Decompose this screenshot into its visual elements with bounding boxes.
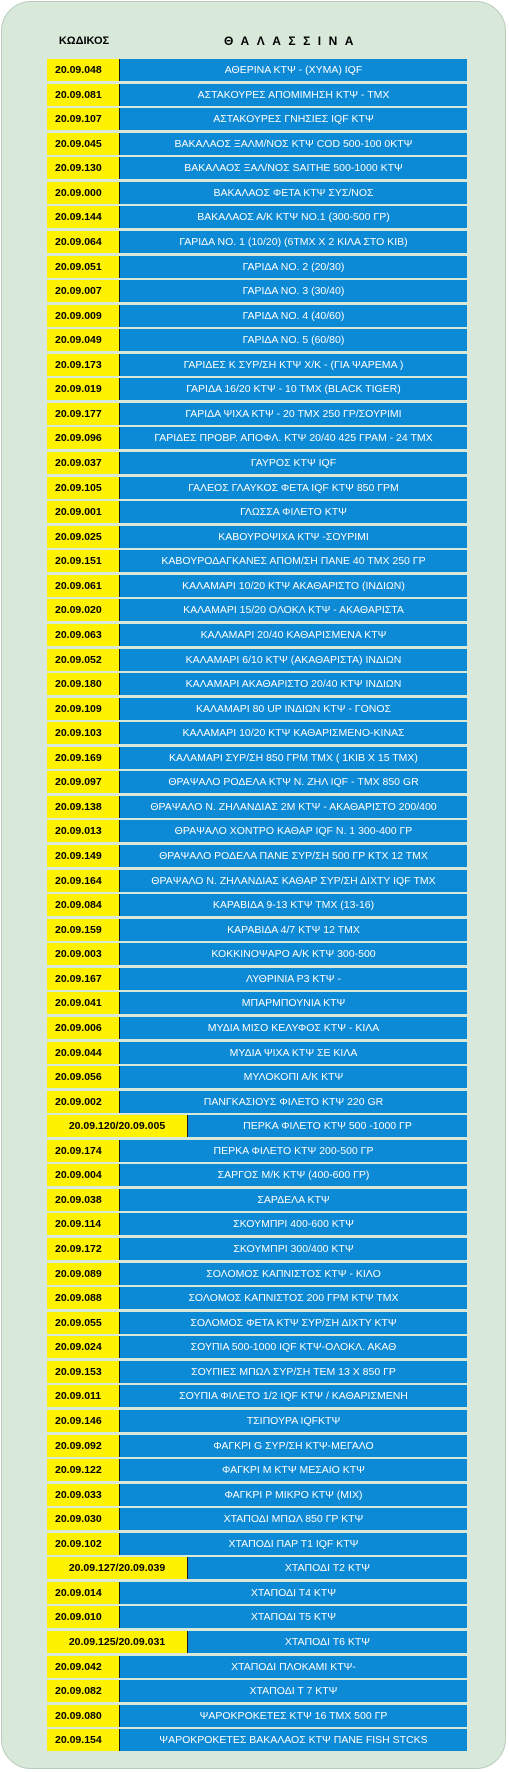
product-code: 20.09.061 (47, 575, 119, 597)
product-description: ΒΑΚΑΛΑΟΣ ΦΕΤΑ ΚΤΨ ΣΥΣ/ΝΟΣ (119, 182, 467, 204)
product-code: 20.09.127/20.09.039 (47, 1557, 187, 1579)
table-row (47, 648, 467, 673)
table-row (47, 1581, 467, 1606)
product-description: ΚΑΛΑΜΑΡΙ 20/40 ΚΑΘΑΡΙΣΜΕΝΑ ΚΤΨ (119, 624, 467, 646)
product-description: ΚΟΚΚΙΝΟΨΑΡΟ Α/Κ ΚΤΨ 300-500 (119, 943, 467, 965)
table-row (47, 844, 467, 869)
table-row (47, 1630, 467, 1655)
product-code: 20.09.007 (47, 280, 119, 302)
product-description: ΚΑΛΑΜΑΡΙ 10/20 ΚΤΨ ΑΚΑΘΑΡΙΣΤΟ (ΙΝΔΙΩΝ) (119, 575, 467, 597)
product-description: ΓΑΡΙΔΑ ΝΟ. 1 (10/20) (6ΤΜΧ Χ 2 ΚΙΛΑ ΣΤΟ ΚΙΒ) (119, 231, 467, 253)
product-code: 20.09.056 (47, 1066, 119, 1088)
product-description: ΓΑΡΙΔΑ ΨΙΧΑ ΚΤΨ - 20 ΤΜΧ 250 ΓΡ/ΣΟΥΡΙΜΙ (119, 403, 467, 425)
table-row (47, 623, 467, 648)
product-description: ΣΟΥΠΙΑ 500-1000 IQF ΚΤΨ-ΟΛΟΚΛ. ΑΚΑΘ (119, 1336, 467, 1358)
product-description: ΒΑΚΑΛΑΟΣ Α/Κ ΚΤΨ ΝΟ.1 (300-500 ΓΡ) (119, 206, 467, 228)
product-code: 20.09.138 (47, 796, 119, 818)
product-description: ΓΑΡΙΔΑ ΝΟ. 3 (30/40) (119, 280, 467, 302)
product-description: ΛΥΘΡΙΝΙΑ Ρ3 ΚΤΨ - (119, 968, 467, 990)
product-description: ΧΤΑΠΟΔΙ Τ2 ΚΤΨ (187, 1557, 467, 1579)
table-row (47, 1483, 467, 1508)
product-code: 20.09.003 (47, 943, 119, 965)
product-code: 20.09.109 (47, 698, 119, 720)
table-row (47, 1286, 467, 1311)
product-description: ΣΚΟΥΜΠΡΙ 400-600 ΚΤΨ (119, 1213, 467, 1235)
table-row (47, 1139, 467, 1164)
code-column-header: ΚΩΔΙΚΟΣ (58, 35, 110, 47)
product-code: 20.09.006 (47, 1017, 119, 1039)
product-description: ΒΑΚΑΛΑΟΣ ΞΑΛ/ΝΟΣ SAITHE 500-1000 ΚΤΨ (119, 157, 467, 179)
product-description: ΚΑΒΟΥΡΟΔΑΓΚΑΝΕΣ ΑΠΟΜ/ΣΗ ΠΑΝΕ 40 ΤΜΧ 250 ΓΡ (119, 550, 467, 572)
product-code: 20.09.045 (47, 133, 119, 155)
product-code: 20.09.154 (47, 1729, 119, 1751)
table-row (47, 1655, 467, 1680)
product-description: ΓΑΡΙΔΑ 16/20 ΚΤΨ - 10 ΤΜΧ (BLACK TIGER) (119, 378, 467, 400)
product-code: 20.09.180 (47, 673, 119, 695)
product-code: 20.09.002 (47, 1091, 119, 1113)
table-row (47, 1016, 467, 1041)
table-row (47, 574, 467, 599)
product-description: ΒΑΚΑΛΑΟΣ ΞΑΛΜ/ΝΟΣ ΚΤΨ COD 500-100 0ΚΤΨ (119, 133, 467, 155)
product-description: ΓΛΩΣΣΑ ΦΙΛΕΤΟ ΚΤΨ (119, 501, 467, 523)
product-code: 20.09.174 (47, 1140, 119, 1162)
product-description: ΚΑΡΑΒΙΔΑ 9-13 ΚΤΨ ΤΜΧ (13-16) (119, 894, 467, 916)
table-row (47, 230, 467, 255)
table-row (47, 991, 467, 1016)
product-description: ΣΟΛΟΜΟΣ ΦΕΤΑ ΚΤΨ ΣΥΡ/ΣΗ ΔΙΧΤΥ ΚΤΨ (119, 1312, 467, 1334)
product-code: 20.09.173 (47, 354, 119, 376)
product-description: ΓΑΥΡΟΣ ΚΤΨ IQF (119, 452, 467, 474)
product-code: 20.09.151 (47, 550, 119, 572)
product-code: 20.09.020 (47, 599, 119, 621)
product-description: ΧΤΑΠΟΔΙ ΠΑΡ Τ1 IQF ΚΤΨ (119, 1533, 467, 1555)
product-description: ΤΣΙΠΟΥΡΑ IQFΚΤΨ (119, 1410, 467, 1432)
table-row (47, 205, 467, 230)
product-description: ΓΑΡΙΔΑ ΝΟ. 2 (20/30) (119, 256, 467, 278)
table-row (47, 1458, 467, 1483)
product-code: 20.09.033 (47, 1484, 119, 1506)
table-row (47, 1041, 467, 1066)
product-code: 20.09.063 (47, 624, 119, 646)
product-code: 20.09.004 (47, 1164, 119, 1186)
product-description: ΜΥΔΙΑ ΜΙΣΟ ΚΕΛΥΦΟΣ ΚΤΨ - ΚΙΛΑ (119, 1017, 467, 1039)
product-description: ΠΕΡΚΑ ΦΙΛΕΤΟ ΚΤΨ 500 -1000 ΓΡ (187, 1115, 467, 1137)
price-list-card (1, 1, 506, 1769)
product-table (47, 58, 467, 1753)
product-code: 20.09.102 (47, 1533, 119, 1555)
product-code: 20.09.092 (47, 1435, 119, 1457)
product-description: ΣΚΟΥΜΠΡΙ 300/400 ΚΤΨ (119, 1238, 467, 1260)
product-code: 20.09.001 (47, 501, 119, 523)
product-description: ΧΤΑΠΟΔΙ ΜΠΩΛ 850 ΓΡ ΚΤΨ (119, 1508, 467, 1530)
table-row (47, 1409, 467, 1434)
table-row (47, 377, 467, 402)
table-row (47, 525, 467, 550)
table-row (47, 328, 467, 353)
product-code: 20.09.030 (47, 1508, 119, 1530)
table-row (47, 1704, 467, 1729)
table-row (47, 1384, 467, 1409)
product-description: ΚΑΒΟΥΡΟΨΙΧΑ ΚΤΨ -ΣΟΥΡΙΜΙ (119, 526, 467, 548)
product-description: ΣΟΛΟΜΟΣ ΚΑΠΝΙΣΤΟΣ 200 ΓΡΜ ΚΤΨ ΤΜΧ (119, 1287, 467, 1309)
product-code: 20.09.164 (47, 870, 119, 892)
product-code: 20.09.122 (47, 1459, 119, 1481)
product-description: ΣΟΥΠΙΑ ΦΙΛΕΤΟ 1/2 IQF ΚΤΨ / ΚΑΘΑΡΙΣΜΕΝΗ (119, 1385, 467, 1407)
product-code: 20.09.120/20.09.005 (47, 1115, 187, 1137)
product-description: ΓΑΛΕΟΣ ΓΛΑΥΚΟΣ ΦΕΤΑ IQF ΚΤΨ 850 ΓΡΜ (119, 477, 467, 499)
product-description: ΚΑΛΑΜΑΡΙ 15/20 ΟΛΟΚΛ ΚΤΨ - ΑΚΑΘΑΡΙΣΤΑ (119, 599, 467, 621)
table-row (47, 918, 467, 943)
product-description: ΦΑΓΚΡΙ Μ ΚΤΨ ΜΕΣΑΙΟ ΚΤΨ (119, 1459, 467, 1481)
table-row (47, 1605, 467, 1630)
product-code: 20.09.088 (47, 1287, 119, 1309)
product-code: 20.09.172 (47, 1238, 119, 1260)
product-code: 20.09.000 (47, 182, 119, 204)
table-row (47, 1556, 467, 1581)
product-code: 20.09.037 (47, 452, 119, 474)
table-row (47, 1532, 467, 1557)
product-code: 20.09.051 (47, 256, 119, 278)
product-code: 20.09.096 (47, 427, 119, 449)
product-description: ΚΑΛΑΜΑΡΙ ΑΚΑΘΑΡΙΣΤΟ 20/40 ΚΤΨ ΙΝΔΙΩΝ (119, 673, 467, 695)
table-row (47, 83, 467, 108)
product-description: ΓΑΡΙΔΕΣ Κ ΣΥΡ/ΣΗ ΚΤΨ Χ/Κ - (ΓΙΑ ΨΑΡΕΜΑ ) (119, 354, 467, 376)
product-code: 20.09.125/20.09.031 (47, 1631, 187, 1653)
product-code: 20.09.082 (47, 1680, 119, 1702)
table-row (47, 1065, 467, 1090)
table-row (47, 500, 467, 525)
product-code: 20.09.159 (47, 919, 119, 941)
table-row (47, 1507, 467, 1532)
product-description: ΧΤΑΠΟΔΙ Τ 7 ΚΤΨ (119, 1680, 467, 1702)
product-code: 20.09.153 (47, 1361, 119, 1383)
product-description: ΦΑΓΚΡΙ G ΣΥΡ/ΣΗ ΚΤΨ-ΜΕΓΑΛΟ (119, 1435, 467, 1457)
table-row (47, 402, 467, 427)
table-row (47, 451, 467, 476)
product-code: 20.09.105 (47, 477, 119, 499)
product-description: ΘΡΑΨΑΛΟ ΡΟΔΕΛΑ ΠΑΝΕ ΣΥΡ/ΣΗ 500 ΓΡ ΚΤΧ 12 ΤΜΧ (119, 845, 467, 867)
table-row (47, 1311, 467, 1336)
table-row (47, 893, 467, 918)
product-code: 20.09.169 (47, 747, 119, 769)
table-row (47, 255, 467, 280)
category-title: ΘΑΛΑΣΣΙΝΑ (224, 34, 361, 48)
table-row (47, 770, 467, 795)
table-row (47, 1335, 467, 1360)
product-code: 20.09.019 (47, 378, 119, 400)
product-description: ΜΠΑΡΜΠΟΥΝΙΑ ΚΤΨ (119, 992, 467, 1014)
product-code: 20.09.114 (47, 1213, 119, 1235)
product-description: ΦΑΓΚΡΙ Ρ ΜΙΚΡΟ ΚΤΨ (ΜΙΧ) (119, 1484, 467, 1506)
table-header (2, 35, 506, 49)
product-description: ΑΣΤΑΚΟΥΡΕΣ ΓΝΗΣΙΕΣ IQF ΚΤΨ (119, 108, 467, 130)
product-code: 20.09.048 (47, 59, 119, 81)
table-row (47, 942, 467, 967)
product-description: ΣΟΥΠΙΕΣ ΜΠΩΛ ΣΥΡ/ΣΗ ΤΕΜ 13 Χ 850 ΓΡ (119, 1361, 467, 1383)
product-code: 20.09.011 (47, 1385, 119, 1407)
product-code: 20.09.038 (47, 1189, 119, 1211)
product-code: 20.09.167 (47, 968, 119, 990)
table-row (47, 1728, 467, 1753)
table-row (47, 58, 467, 83)
product-description: ΘΡΑΨΑΛΟ Ν. ΖΗΛΑΝΔΙΑΣ ΚΑΘΑΡ ΣΥΡ/ΣΗ ΔΙΧΤΥ IQF ΤΜΧ (119, 870, 467, 892)
product-description: ΜΥΔΙΑ ΨΙΧΑ ΚΤΨ ΣΕ ΚΙΛΑ (119, 1042, 467, 1064)
table-row (47, 1163, 467, 1188)
product-description: ΚΑΛΑΜΑΡΙ ΣΥΡ/ΣΗ 850 ΓΡΜ ΤΜΧ ( 1ΚΙΒ Χ 15 ΤΜΧ) (119, 747, 467, 769)
product-description: ΘΡΑΨΑΛΟ Ν. ΖΗΛΑΝΔΙΑΣ 2Μ ΚΤΨ - ΑΚΑΘΑΡΙΣΤΟ 200/400 (119, 796, 467, 818)
product-description: ΑΘΕΡΙΝΑ ΚΤΨ - (ΧΥΜΑ) IQF (119, 59, 467, 81)
product-code: 20.09.144 (47, 206, 119, 228)
product-description: ΘΡΑΨΑΛΟ ΡΟΔΕΛΑ ΚΤΨ Ν. ΖΗΛ IQF - ΤΜΧ 850 GR (119, 771, 467, 793)
product-description: ΣΑΡΓΟΣ Μ/Κ ΚΤΨ (400-600 ΓΡ) (119, 1164, 467, 1186)
table-row (47, 1114, 467, 1139)
product-description: ΧΤΑΠΟΔΙ Τ6 ΚΤΨ (187, 1631, 467, 1653)
product-description: ΚΑΛΑΜΑΡΙ 10/20 ΚΤΨ ΚΑΘΑΡΙΣΜΕΝΟ-ΚΙΝΑΣ (119, 722, 467, 744)
table-row (47, 721, 467, 746)
product-code: 20.09.013 (47, 820, 119, 842)
product-description: ΨΑΡΟΚΡΟΚΕΤΕΣ ΒΑΚΑΛΑΟΣ ΚΤΨ ΠΑΝΕ FISH STCKS (119, 1729, 467, 1751)
table-row (47, 1237, 467, 1262)
product-description: ΣΑΡΔΕΛΑ ΚΤΨ (119, 1189, 467, 1211)
table-row (47, 304, 467, 329)
product-description: ΓΑΡΙΔΕΣ ΠΡΟΒΡ. ΑΠΟΦΛ. ΚΤΨ 20/40 425 ΓΡΑΜ - 24 ΤΜΧ (119, 427, 467, 449)
table-row (47, 181, 467, 206)
product-description: ΘΡΑΨΑΛΟ ΧΟΝΤΡΟ ΚΑΘΑΡ IQF Ν. 1 300-400 ΓΡ (119, 820, 467, 842)
product-code: 20.09.130 (47, 157, 119, 179)
table-row (47, 746, 467, 771)
product-code: 20.09.146 (47, 1410, 119, 1432)
table-row (47, 426, 467, 451)
table-row (47, 1262, 467, 1287)
product-code: 20.09.097 (47, 771, 119, 793)
table-row (47, 1434, 467, 1459)
table-row (47, 598, 467, 623)
product-code: 20.09.025 (47, 526, 119, 548)
table-row (47, 132, 467, 157)
product-code: 20.09.049 (47, 329, 119, 351)
product-description: ΚΑΛΑΜΑΡΙ 6/10 ΚΤΨ (ΑΚΑΘΑΡΙΣΤΑ) ΙΝΔΙΩΝ (119, 649, 467, 671)
product-description: ΣΟΛΟΜΟΣ ΚΑΠΝΙΣΤΟΣ ΚΤΨ - ΚΙΛΟ (119, 1263, 467, 1285)
product-description: ΜΥΛΟΚΟΠΙ Α/Κ ΚΤΨ (119, 1066, 467, 1088)
product-code: 20.09.055 (47, 1312, 119, 1334)
product-code: 20.09.103 (47, 722, 119, 744)
table-row (47, 1212, 467, 1237)
product-code: 20.09.010 (47, 1606, 119, 1628)
table-row (47, 672, 467, 697)
product-code: 20.09.107 (47, 108, 119, 130)
product-code: 20.09.009 (47, 305, 119, 327)
table-row (47, 967, 467, 992)
product-code: 20.09.081 (47, 84, 119, 106)
table-row (47, 795, 467, 820)
table-row (47, 819, 467, 844)
table-row (47, 156, 467, 181)
product-code: 20.09.089 (47, 1263, 119, 1285)
table-row (47, 549, 467, 574)
product-code: 20.09.024 (47, 1336, 119, 1358)
product-code: 20.09.044 (47, 1042, 119, 1064)
product-description: ΠΕΡΚΑ ΦΙΛΕΤΟ ΚΤΨ 200-500 ΓΡ (119, 1140, 467, 1162)
table-row (47, 1679, 467, 1704)
table-row (47, 869, 467, 894)
product-code: 20.09.052 (47, 649, 119, 671)
product-description: ΑΣΤΑΚΟΥΡΕΣ ΑΠΟΜΙΜΗΣΗ ΚΤΨ - ΤΜΧ (119, 84, 467, 106)
table-row (47, 476, 467, 501)
product-description: ΧΤΑΠΟΔΙ Τ5 ΚΤΨ (119, 1606, 467, 1628)
product-description: ΨΑΡΟΚΡΟΚΕΤΕΣ ΚΤΨ 16 ΤΜΧ 500 ΓΡ (119, 1705, 467, 1727)
table-row (47, 1090, 467, 1115)
product-description: ΚΑΡΑΒΙΔΑ 4/7 ΚΤΨ 12 ΤΜΧ (119, 919, 467, 941)
product-code: 20.09.042 (47, 1656, 119, 1678)
product-code: 20.09.177 (47, 403, 119, 425)
product-code: 20.09.080 (47, 1705, 119, 1727)
product-description: ΓΑΡΙΔΑ ΝΟ. 4 (40/60) (119, 305, 467, 327)
table-row (47, 353, 467, 378)
table-row (47, 1188, 467, 1213)
product-description: ΧΤΑΠΟΔΙ Τ4 ΚΤΨ (119, 1582, 467, 1604)
table-row (47, 697, 467, 722)
product-code: 20.09.149 (47, 845, 119, 867)
product-code: 20.09.014 (47, 1582, 119, 1604)
product-code: 20.09.064 (47, 231, 119, 253)
table-row (47, 279, 467, 304)
product-description: ΧΤΑΠΟΔΙ ΠΛΟΚΑΜΙ ΚΤΨ- (119, 1656, 467, 1678)
product-code: 20.09.084 (47, 894, 119, 916)
table-row (47, 107, 467, 132)
product-description: ΓΑΡΙΔΑ ΝΟ. 5 (60/80) (119, 329, 467, 351)
product-description: ΠΑΝΓΚΑΣΙΟΥΣ ΦΙΛΕΤΟ ΚΤΨ 220 GR (119, 1091, 467, 1113)
product-code: 20.09.041 (47, 992, 119, 1014)
product-description: ΚΑΛΑΜΑΡΙ 80 UP ΙΝΔΙΩΝ ΚΤΨ - ΓΟΝΟΣ (119, 698, 467, 720)
table-row (47, 1360, 467, 1385)
